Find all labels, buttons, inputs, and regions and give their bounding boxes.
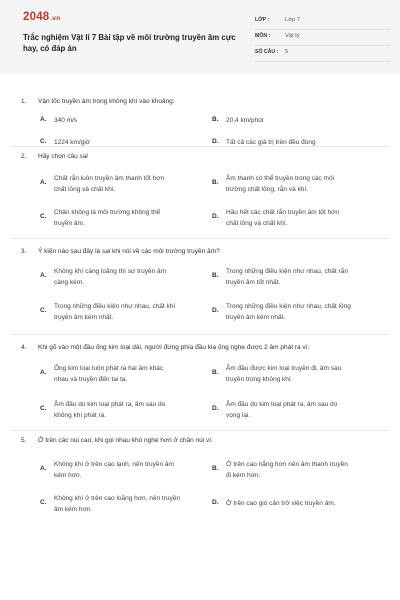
worksheet-header [0,0,400,74]
option-line: Âm đầu được kim loại truyền đi, âm sau [226,365,342,372]
option-text [54,494,214,515]
divider [10,146,390,147]
option-line: Không khí ở trên cao loãng hơn, nên truyền [54,495,180,502]
site-logo[interactable] [23,11,60,23]
option-text: 340 m/s [54,117,78,124]
option-line: Không khí ở trên cao lạnh, nên truyền âm [54,461,174,468]
divider [10,238,390,239]
question-emphasis: sai [79,153,88,160]
question-stem [21,344,309,351]
meta-row-class [255,14,390,30]
option-line: trường chất lỏng, rắn và khí. [226,185,308,193]
question-text: Hãy chọn câu [38,153,80,160]
option-text [226,460,391,481]
question-number: 2. [21,153,27,160]
meta-row-count [255,46,390,62]
option-line: càng kém. [54,278,84,286]
option-text [54,460,209,481]
option-letter: A. [40,272,47,279]
option-text [226,364,386,385]
meta-value: 5 [285,48,289,55]
option-letter: C. [40,213,47,220]
option-letter: A. [40,465,47,472]
meta-label: MÔN : [255,33,271,39]
option-letter: A. [40,179,47,186]
option-line: truyền âm kém nhất. [54,313,114,321]
option-line: vọng lại. [226,411,251,419]
question-emphasis: sai [101,248,111,255]
question-number: 1. [21,98,27,105]
question-stem [21,153,88,160]
option-letter: D. [212,499,219,506]
meta-label: SỐ CÂU : [255,49,279,55]
option-text: Tất cả các giá trị trên đều đúng [226,139,316,146]
option-text [54,208,204,229]
divider [10,334,390,335]
question-number: 3. [21,248,27,255]
option-text [54,267,204,288]
option-text [54,174,204,195]
option-line: truyền trong không khí. [226,375,293,383]
option-text [226,267,391,288]
option-line: truyền âm kém nhất. [226,313,286,321]
option-line: Trong những điều kiện như nhau, chất rắn [226,268,348,275]
meta-value: Vật lý [285,32,300,39]
divider [10,430,390,431]
option-line: Trong những điều kiện như nhau, chất khí [54,303,176,310]
page-title: Trắc nghiệm Vật lí 7 Bài tập về môi trường truyền âm cực hay, có đáp án [23,33,236,53]
option-letter: B. [212,272,219,279]
option-letter: C. [40,307,47,314]
option-text [54,400,204,421]
option-line: Âm thanh có thể truyền trong các môi [226,175,335,182]
question-text: Khi gõ vào một đầu ống kim loại dài, người đứng phía đầu kia ống nghe được 2 âm phát ra vì: [38,344,310,351]
question-text: Ở trên các núi cao, khi gọi nhau khó nghe hơn ở chân núi vì: [38,437,213,444]
option-line: Trong những điều kiện như nhau, chất lỏng [226,303,351,310]
option-text: 1224 km/giờ [54,139,91,146]
option-line: nhau và truyền đến tai ta. [54,375,128,383]
option-letter: A. [40,116,47,123]
option-letter: A. [40,369,47,376]
option-letter: D. [212,213,219,220]
logo-tld: .vn [50,15,61,22]
option-text: Ở trên cao gió cản trở việc truyền âm. [226,500,336,507]
option-letter: D. [212,307,219,314]
question-stem [21,98,175,105]
meta-label: LỚP : [255,17,270,23]
option-text [54,364,204,385]
option-text [226,174,386,195]
question-text: Vận tốc truyền âm trong không khí vào khoảng: [38,98,175,105]
option-text [226,400,386,421]
option-text: 20,4 km/phút [226,117,264,124]
question-stem [21,437,213,444]
option-line: Ống kim loại luôn phát ra hai âm khác [54,365,164,372]
option-letter: C. [40,138,47,145]
option-line: Chất rắn luôn truyền âm thanh tốt hơn [54,175,165,182]
option-line: Âm đầu do kim loại phát ra, âm sau do [226,401,338,408]
question-stem [21,248,220,255]
option-line: Hầu hết các chất rắn truyền âm tốt hơn [226,209,340,216]
option-text [226,302,396,323]
option-line: truyền âm tốt nhất. [226,278,281,286]
option-line: chất lỏng và chất khí. [54,185,116,193]
option-text [226,208,386,229]
option-line: Chân không là môi trường không thể [54,209,161,216]
option-text [54,302,209,323]
option-letter: B. [212,179,219,186]
meta-box [255,14,390,62]
question-text: Ý kiến nào sau đây là [38,248,102,255]
option-letter: C. [40,499,47,506]
option-line: chất lỏng và chất khí. [226,219,288,227]
option-line: đi kém hơn. [226,471,261,479]
question-number: 5. [21,437,27,444]
option-line: Âm đầu do kim loại phát ra, âm sau do [54,401,166,408]
option-line: Không khí càng loãng thì sự truyền âm [54,268,167,275]
logo-main: 2048 [23,11,50,23]
option-letter: C. [40,405,47,412]
option-letter: B. [212,465,219,472]
meta-value: Lớp 7 [285,16,301,23]
option-line: Ở trên cao nắng hơn nên âm thanh truyền [226,461,348,468]
meta-row-subject [255,30,390,46]
option-letter: B. [212,369,219,376]
option-line: kém hơn. [54,471,82,479]
option-letter: D. [212,405,219,412]
question-text-rest: khi nói về các môi trường truyền âm? [110,248,220,255]
option-letter: B. [212,116,219,123]
option-line: truyền âm. [54,219,85,227]
option-letter: D. [212,138,219,145]
option-line: âm kém hơn. [54,505,93,513]
option-line: không khí phát ra. [54,411,107,419]
question-number: 4. [21,344,27,351]
